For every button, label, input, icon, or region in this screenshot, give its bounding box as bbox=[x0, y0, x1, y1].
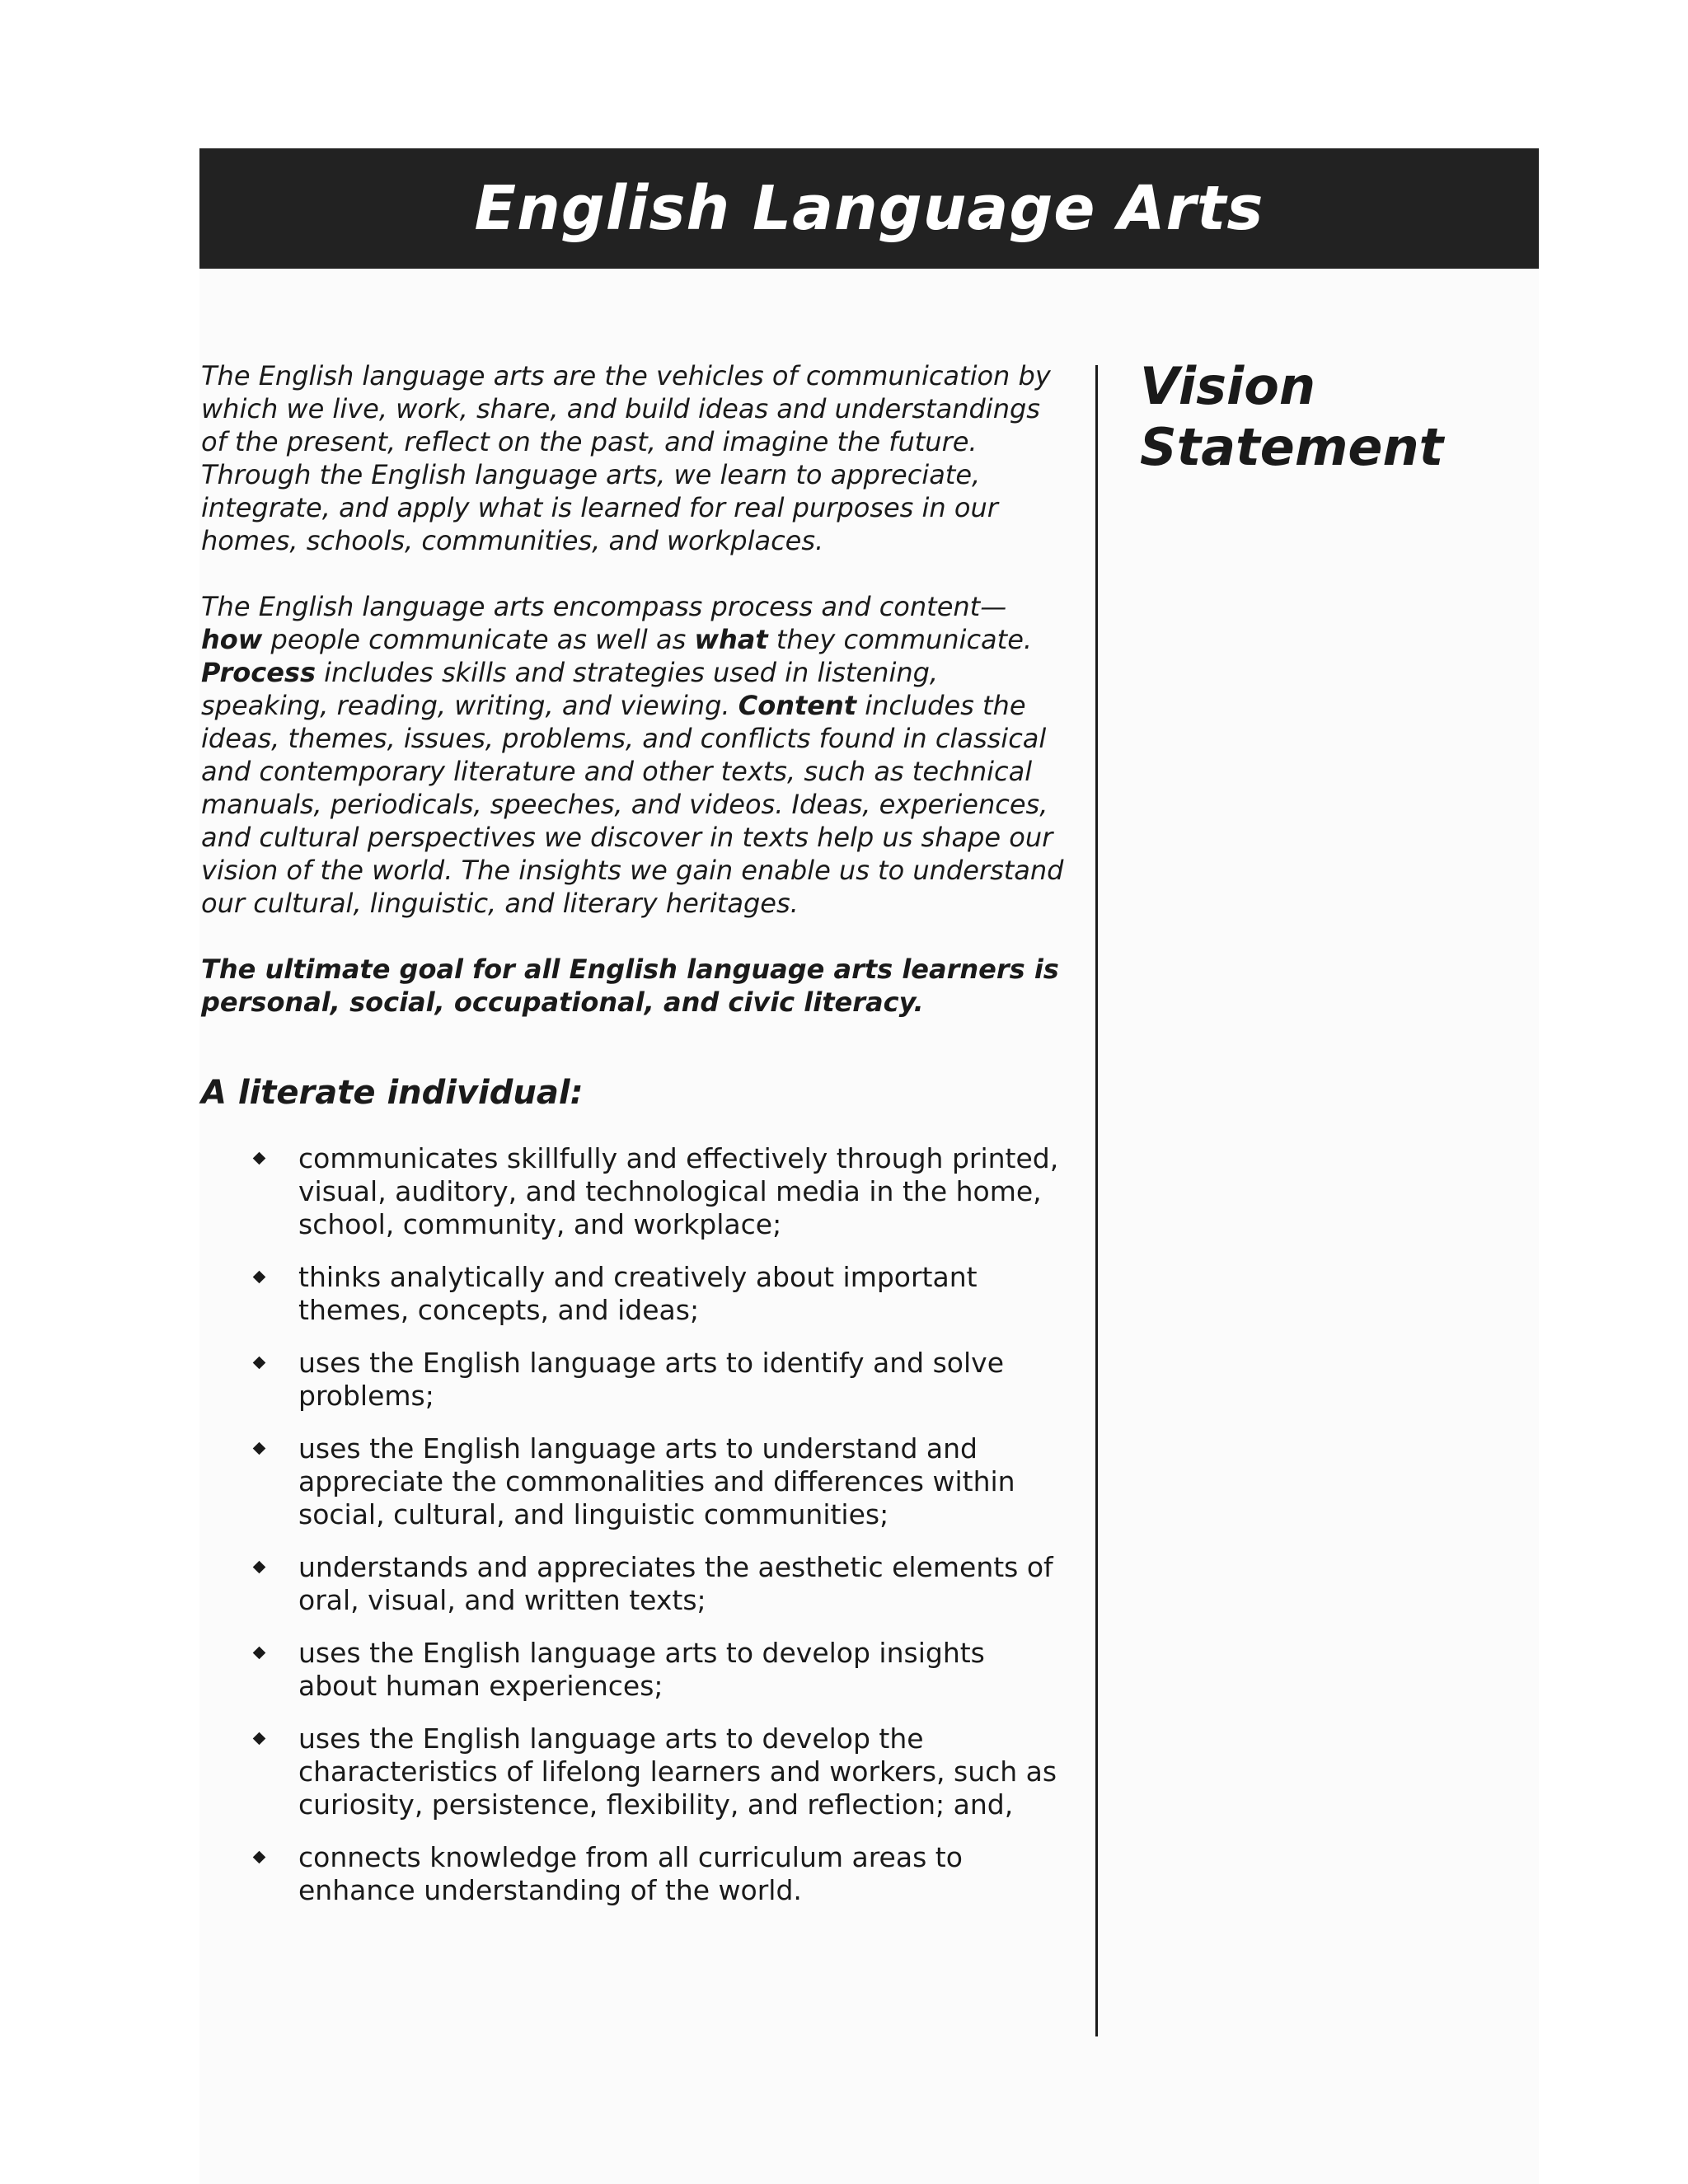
diamond-bullet-icon bbox=[253, 1647, 266, 1660]
intro-p2-text-5: includes the ideas, themes, issues, problems, and conflicts found in classical and contemporary literature and other texts, such as technical manuals, periodicals, speeches, and videos. Ideas, experiences, and cultural perspectives we discover in texts help us shape our vision of the world. The insights we gain enable us to understand our cultural, linguistic, and literary heritages. bbox=[201, 690, 1064, 919]
list-item bbox=[201, 1841, 1067, 1907]
list-item-text: communicates skillfully and effectively through printed, visual, auditory, and technological media in the home, school, community, and workplace; bbox=[298, 1142, 1059, 1240]
literate-individual-list bbox=[201, 1142, 1067, 1907]
title-banner bbox=[199, 148, 1539, 269]
emphasis-content: Content bbox=[738, 690, 857, 721]
list-item bbox=[201, 1261, 1067, 1327]
list-item-text: thinks analytically and creatively about important themes, concepts, and ideas; bbox=[298, 1261, 978, 1326]
diamond-bullet-icon bbox=[253, 1271, 266, 1284]
vision-statement-heading bbox=[1140, 356, 1443, 478]
goal-statement: The ultimate goal for all English language arts learners is personal, social, occupational, and civic literacy. bbox=[201, 954, 1059, 1018]
intro-p2-text-3: they communicate. bbox=[767, 624, 1033, 655]
list-item bbox=[201, 1142, 1067, 1241]
vision-statement-line-1: Vision bbox=[1140, 356, 1316, 416]
list-item-text: connects knowledge from all curriculum areas to enhance understanding of the world. bbox=[298, 1841, 963, 1906]
emphasis-how: how bbox=[201, 624, 263, 655]
list-item-text: uses the English language arts to understand and appreciate the commonalities and differences within social, cultural, and linguistic communities; bbox=[298, 1432, 1015, 1530]
list-item bbox=[201, 1347, 1067, 1413]
main-column bbox=[201, 359, 1067, 1927]
diamond-bullet-icon bbox=[253, 1851, 266, 1864]
list-item-text: uses the English language arts to identify and solve problems; bbox=[298, 1347, 1005, 1412]
page-title: English Language Arts bbox=[474, 173, 1264, 244]
intro-p2-text-4: includes skills and strategies used in listening, speaking, reading, writing, and viewing. bbox=[201, 657, 939, 721]
diamond-bullet-icon bbox=[253, 1732, 266, 1746]
intro-p2-text-1: The English language arts encompass process and content— bbox=[201, 591, 1007, 622]
vision-statement-line-2: Statement bbox=[1140, 417, 1444, 477]
diamond-bullet-icon bbox=[253, 1152, 266, 1165]
intro-paragraph-2 bbox=[201, 590, 1067, 920]
list-item bbox=[201, 1551, 1067, 1617]
list-item-text: uses the English language arts to develop the characteristics of lifelong learners and workers, such as curiosity, persistence, flexibility, and reflection; and, bbox=[298, 1722, 1057, 1821]
diamond-bullet-icon bbox=[253, 1357, 266, 1370]
column-divider bbox=[1095, 365, 1098, 2036]
intro-section bbox=[201, 359, 1067, 1019]
list-item bbox=[201, 1432, 1067, 1531]
emphasis-what: what bbox=[694, 624, 768, 655]
literate-individual-heading: A literate individual: bbox=[201, 1074, 584, 1112]
diamond-bullet-icon bbox=[253, 1561, 266, 1574]
intro-p2-text-2: people communicate as well as bbox=[262, 624, 695, 655]
list-item-text: uses the English language arts to develop insights about human experiences; bbox=[298, 1637, 985, 1702]
list-item bbox=[201, 1722, 1067, 1821]
emphasis-process: Process bbox=[201, 657, 316, 688]
list-item-text: understands and appreciates the aesthetic elements of oral, visual, and written texts; bbox=[298, 1551, 1053, 1616]
diamond-bullet-icon bbox=[253, 1442, 266, 1455]
intro-paragraph-1: The English language arts are the vehicles of communication by which we live, work, share, and build ideas and understandings of the present, reflect on the past, and imagine the future. Through the English language arts, we learn to appreciate, integrate, and apply what is learned for real purposes in our homes, schools, communities, and workplaces. bbox=[201, 360, 1051, 556]
list-item bbox=[201, 1637, 1067, 1703]
